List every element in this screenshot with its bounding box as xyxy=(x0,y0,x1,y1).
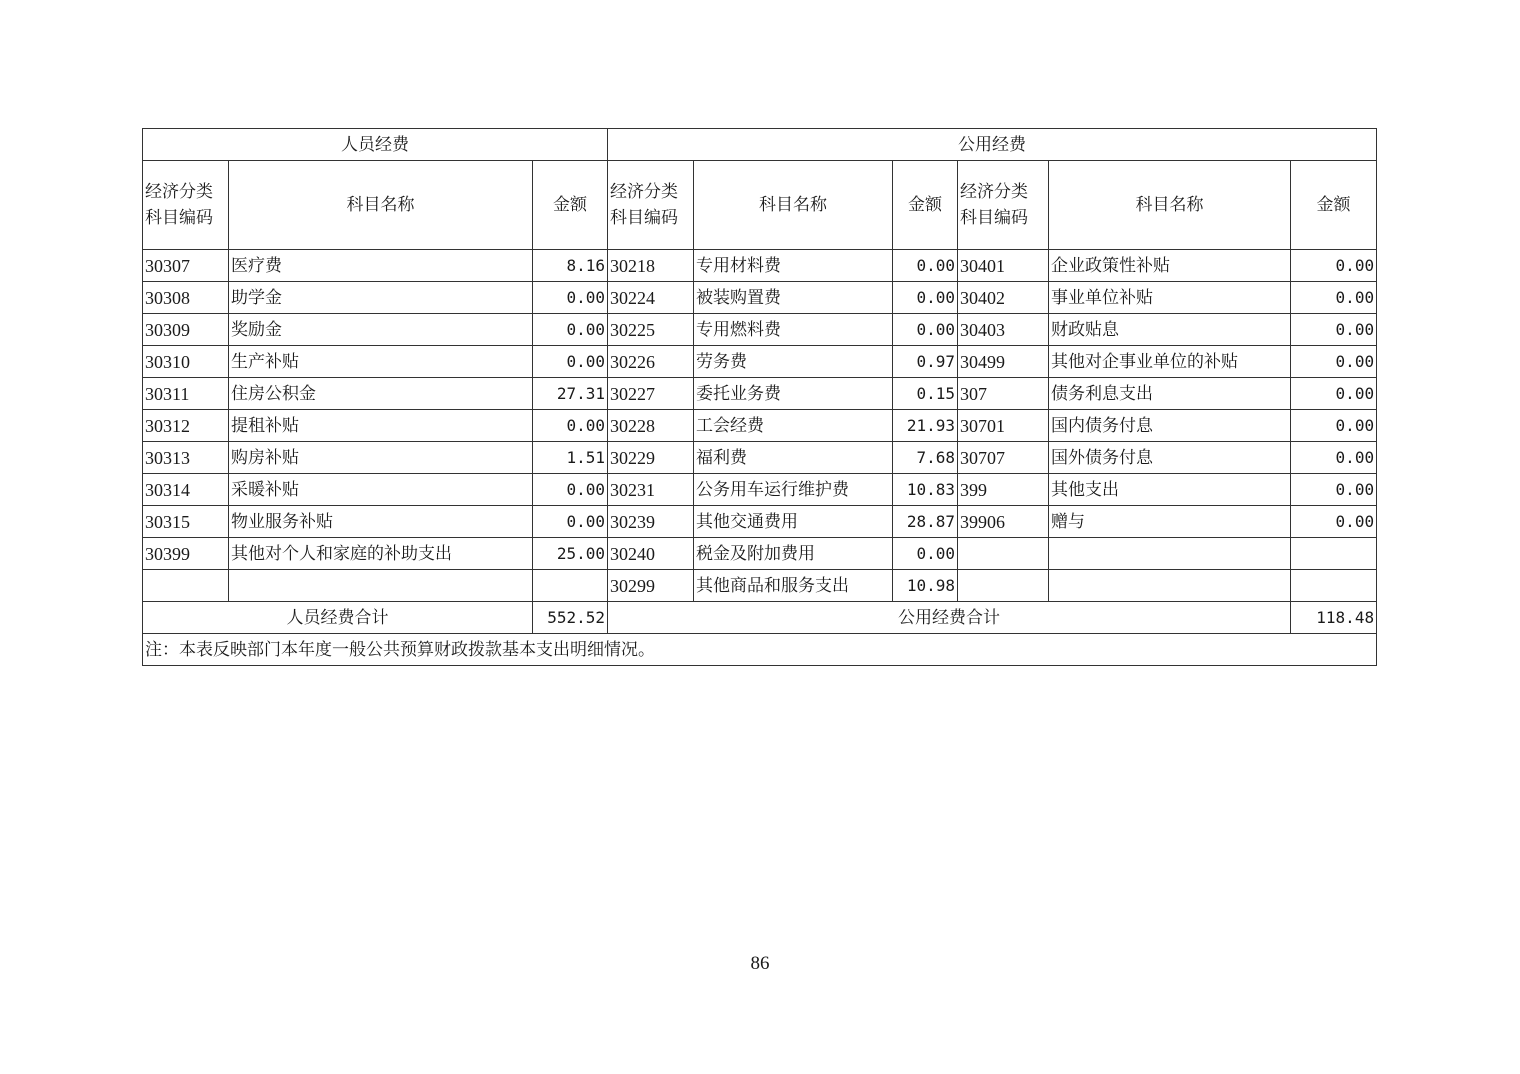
note-row xyxy=(143,634,1377,666)
public2-name: 财政贴息 xyxy=(1049,314,1291,346)
public2-code: 30701 xyxy=(958,410,1049,442)
public1-code: 30218 xyxy=(608,250,694,282)
table-row xyxy=(143,474,1377,506)
public2-amount: 0.00 xyxy=(1291,378,1377,410)
public1-amount: 28.87 xyxy=(893,506,958,538)
public2-code: 30707 xyxy=(958,442,1049,474)
personnel-code: 30315 xyxy=(143,506,229,538)
public1-amount: 10.83 xyxy=(893,474,958,506)
public1-amount: 0.00 xyxy=(893,314,958,346)
public2-code: 30402 xyxy=(958,282,1049,314)
personnel-name: 购房补贴 xyxy=(229,442,533,474)
public2-name: 债务利息支出 xyxy=(1049,378,1291,410)
public2-code xyxy=(958,538,1049,570)
public2-name xyxy=(1049,538,1291,570)
public1-amount: 0.97 xyxy=(893,346,958,378)
public1-amount: 10.98 xyxy=(893,570,958,602)
public2-amount: 0.00 xyxy=(1291,442,1377,474)
public2-amount xyxy=(1291,538,1377,570)
public1-code: 30227 xyxy=(608,378,694,410)
public2-amount-header: 金额 xyxy=(1291,161,1377,250)
personnel-name: 助学金 xyxy=(229,282,533,314)
personnel-amount: 0.00 xyxy=(533,314,608,346)
table-row xyxy=(143,570,1377,602)
public2-amount: 0.00 xyxy=(1291,250,1377,282)
public1-name: 工会经费 xyxy=(694,410,893,442)
public1-amount: 7.68 xyxy=(893,442,958,474)
public1-amount-header: 金额 xyxy=(893,161,958,250)
public2-code: 399 xyxy=(958,474,1049,506)
personnel-amount: 0.00 xyxy=(533,474,608,506)
personnel-name: 生产补贴 xyxy=(229,346,533,378)
personnel-name: 采暖补贴 xyxy=(229,474,533,506)
personnel-code: 30307 xyxy=(143,250,229,282)
public1-code: 30224 xyxy=(608,282,694,314)
public2-amount: 0.00 xyxy=(1291,474,1377,506)
public1-code: 30226 xyxy=(608,346,694,378)
public2-code-header: 经济分类 科目编码 xyxy=(958,161,1049,250)
personnel-name-header: 科目名称 xyxy=(229,161,533,250)
personnel-name: 提租补贴 xyxy=(229,410,533,442)
personnel-amount: 25.00 xyxy=(533,538,608,570)
personnel-code: 30312 xyxy=(143,410,229,442)
personnel-code: 30399 xyxy=(143,538,229,570)
public1-name: 税金及附加费用 xyxy=(694,538,893,570)
public2-code: 307 xyxy=(958,378,1049,410)
public2-code: 30401 xyxy=(958,250,1049,282)
personnel-code: 30310 xyxy=(143,346,229,378)
public2-amount: 0.00 xyxy=(1291,410,1377,442)
personnel-total-label: 人员经费合计 xyxy=(143,602,533,634)
table-row xyxy=(143,314,1377,346)
header-row-groups xyxy=(143,129,1377,161)
personnel-code: 30314 xyxy=(143,474,229,506)
personnel-group-title: 人员经费 xyxy=(143,129,608,161)
public2-name: 企业政策性补贴 xyxy=(1049,250,1291,282)
public1-name: 公务用车运行维护费 xyxy=(694,474,893,506)
public2-name: 事业单位补贴 xyxy=(1049,282,1291,314)
personnel-amount: 27.31 xyxy=(533,378,608,410)
public-total-label: 公用经费合计 xyxy=(608,602,1291,634)
public2-amount xyxy=(1291,570,1377,602)
public2-amount: 0.00 xyxy=(1291,314,1377,346)
public2-code: 30499 xyxy=(958,346,1049,378)
personnel-code: 30311 xyxy=(143,378,229,410)
personnel-name: 物业服务补贴 xyxy=(229,506,533,538)
basic-expenditure-table xyxy=(142,128,1377,666)
public1-name: 劳务费 xyxy=(694,346,893,378)
public2-code: 39906 xyxy=(958,506,1049,538)
public1-code: 30299 xyxy=(608,570,694,602)
public1-code-header: 经济分类 科目编码 xyxy=(608,161,694,250)
personnel-amount xyxy=(533,570,608,602)
public1-amount: 0.15 xyxy=(893,378,958,410)
totals-row xyxy=(143,602,1377,634)
table-row xyxy=(143,378,1377,410)
table-row xyxy=(143,538,1377,570)
public1-name: 专用材料费 xyxy=(694,250,893,282)
personnel-amount: 0.00 xyxy=(533,282,608,314)
public1-name: 专用燃料费 xyxy=(694,314,893,346)
personnel-name: 奖励金 xyxy=(229,314,533,346)
public2-name xyxy=(1049,570,1291,602)
header-row-columns xyxy=(143,161,1377,250)
public1-code: 30239 xyxy=(608,506,694,538)
personnel-name: 住房公积金 xyxy=(229,378,533,410)
personnel-code xyxy=(143,570,229,602)
personnel-amount-header: 金额 xyxy=(533,161,608,250)
public2-amount: 0.00 xyxy=(1291,346,1377,378)
public2-name: 国外债务付息 xyxy=(1049,442,1291,474)
public-group-title: 公用经费 xyxy=(608,129,1377,161)
personnel-name: 其他对个人和家庭的补助支出 xyxy=(229,538,533,570)
personnel-amount: 1.51 xyxy=(533,442,608,474)
public2-amount: 0.00 xyxy=(1291,282,1377,314)
personnel-code: 30309 xyxy=(143,314,229,346)
public1-amount: 0.00 xyxy=(893,250,958,282)
public1-amount: 0.00 xyxy=(893,282,958,314)
public2-name: 国内债务付息 xyxy=(1049,410,1291,442)
public1-code: 30240 xyxy=(608,538,694,570)
public1-name: 福利费 xyxy=(694,442,893,474)
table-row xyxy=(143,506,1377,538)
personnel-amount: 0.00 xyxy=(533,346,608,378)
table-row xyxy=(143,282,1377,314)
personnel-code-header: 经济分类 科目编码 xyxy=(143,161,229,250)
public1-name: 被装购置费 xyxy=(694,282,893,314)
public1-code: 30225 xyxy=(608,314,694,346)
personnel-name xyxy=(229,570,533,602)
public1-code: 30228 xyxy=(608,410,694,442)
public2-name: 赠与 xyxy=(1049,506,1291,538)
public1-name: 其他商品和服务支出 xyxy=(694,570,893,602)
public1-amount: 0.00 xyxy=(893,538,958,570)
public1-name: 委托业务费 xyxy=(694,378,893,410)
table-row xyxy=(143,250,1377,282)
table-row xyxy=(143,346,1377,378)
table-row xyxy=(143,442,1377,474)
personnel-amount: 8.16 xyxy=(533,250,608,282)
public2-amount: 0.00 xyxy=(1291,506,1377,538)
personnel-name: 医疗费 xyxy=(229,250,533,282)
personnel-code: 30313 xyxy=(143,442,229,474)
table-note: 注：本表反映部门本年度一般公共预算财政拨款基本支出明细情况。 xyxy=(143,634,1377,666)
public2-name: 其他支出 xyxy=(1049,474,1291,506)
personnel-amount: 0.00 xyxy=(533,410,608,442)
public-total-amount: 118.48 xyxy=(1291,602,1377,634)
public2-name: 其他对企事业单位的补贴 xyxy=(1049,346,1291,378)
public1-amount: 21.93 xyxy=(893,410,958,442)
table-row xyxy=(143,410,1377,442)
personnel-total-amount: 552.52 xyxy=(533,602,608,634)
public1-name: 其他交通费用 xyxy=(694,506,893,538)
public2-name-header: 科目名称 xyxy=(1049,161,1291,250)
public2-code: 30403 xyxy=(958,314,1049,346)
public1-name-header: 科目名称 xyxy=(694,161,893,250)
personnel-amount: 0.00 xyxy=(533,506,608,538)
personnel-code: 30308 xyxy=(143,282,229,314)
page-number: 86 xyxy=(750,953,770,974)
public1-code: 30229 xyxy=(608,442,694,474)
public1-code: 30231 xyxy=(608,474,694,506)
public2-code xyxy=(958,570,1049,602)
